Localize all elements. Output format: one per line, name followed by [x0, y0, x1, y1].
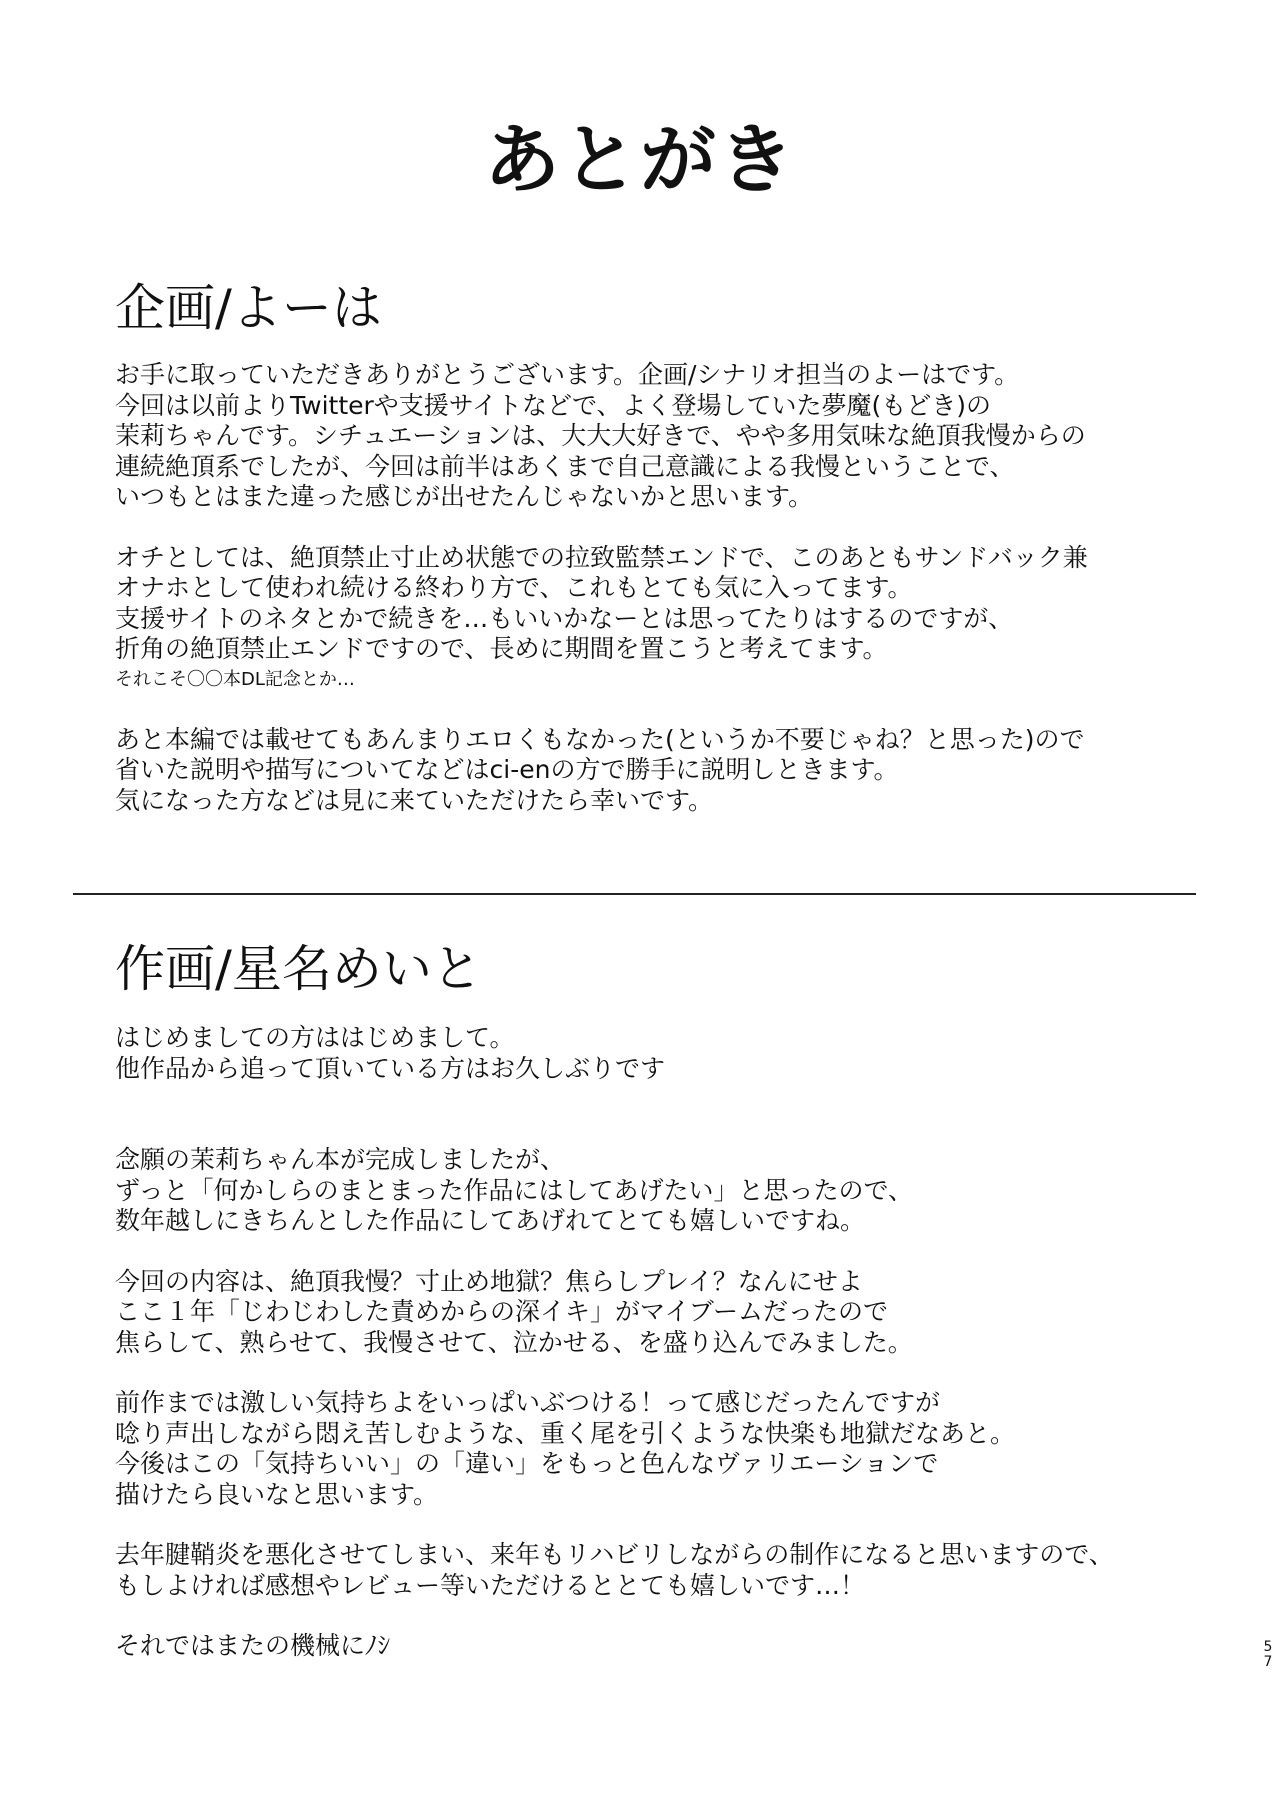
text-line: 気になった方などは見に来ていただけたら幸いです。: [115, 785, 714, 815]
page-number-text: [1263, 1640, 1273, 1670]
text-line: 他作品から追って頂いている方はお久しぶりです: [115, 1053, 666, 1083]
text-line: もしよければ感想やレビュー等いただけるととても嬉しいです…！: [115, 1570, 866, 1600]
section-divider: [73, 893, 1196, 895]
section-body-artwork: [115, 1023, 1195, 1662]
small-note: それこそ〇〇本DL記念とか…: [115, 668, 355, 690]
text-line: 折角の絶頂禁止エンドですので、長めに期間を置こうと考えてます。: [115, 634, 888, 663]
section-body-planning: [115, 360, 1195, 816]
paragraph: [115, 1145, 1195, 1237]
text-line: いつもとはまた違った感じが出せたんじゃないかと思います。: [115, 482, 814, 511]
text-line: 今回は以前よりTwitterや支援サイトなどで、よく登場していた夢魔(もどき)の: [115, 390, 992, 420]
paragraph: [115, 1540, 1195, 1601]
text-line: 省いた説明や描写についてなどはci-enの方で勝手に説明しときます。: [115, 755, 899, 784]
text-line: オチとしては、絶頂禁止寸止め状態での拉致監禁エンドで、このあともサンドバック兼: [115, 542, 1088, 572]
paragraph: [115, 1023, 1195, 1084]
text-line: 焦らして、熟らせて、我慢させて、泣かせる、を盛り込んでみました。: [115, 1327, 913, 1357]
page-number-digit: 5: [1263, 1639, 1273, 1655]
paragraph: [115, 1267, 1195, 1359]
paragraph: [115, 1631, 1195, 1662]
paragraph: [115, 1388, 1195, 1510]
text-line: 今後はこの「気持ちいい」の「違い」をもっと色んなヴァリエーションで: [115, 1449, 939, 1478]
text-line: 描けたら良いなと思います。: [115, 1479, 439, 1509]
text-line: 茉莉ちゃんです。シチュエーションは、大大大好きで、やや多用気味な絶頂我慢からの: [115, 421, 1086, 450]
text-line: それではまたの機械にﾉｼ: [115, 1631, 391, 1660]
paragraph: [115, 725, 1195, 817]
text-line: 数年越しにきちんとした作品にしてあげれてとても嬉しいですね。: [115, 1206, 866, 1235]
text-line: 唸り声出しながら悶え苦しむような、重く尾を引くような快楽も地獄だなあと。: [115, 1418, 1016, 1448]
paragraph: [115, 360, 1195, 513]
text-line: 前作までは激しい気持ちよをいっぱいぶつける！って感じだったんですが: [115, 1388, 941, 1417]
text-line: 去年腱鞘炎を悪化させてしまい、来年もリハビリしながらの制作になると思いますので、: [115, 1540, 1114, 1569]
page-number: [1263, 1640, 1273, 1670]
text-line: 連続絶頂系でしたが、今回は前半はあくまで自己意識による我慢ということで、: [115, 451, 1015, 481]
text-line: お手に取っていただきありがとうございます。企画/シナリオ担当のよーはです。: [115, 360, 1020, 389]
text-line: ここ１年「じわじわした責めからの深イキ」がマイブームだったので: [115, 1297, 889, 1326]
text-line: ずっと「何かしらのまとまった作品にはしてあげたい」と思ったので、: [115, 1175, 914, 1205]
section-heading-artwork: 作画/星名めいと: [115, 940, 482, 998]
text-line: はじめましての方ははじめまして。: [115, 1023, 515, 1052]
page-number-digit: 7: [1263, 1654, 1273, 1670]
page-title: あとがき: [484, 115, 796, 204]
text-line: 支援サイトのネタとかで続きを…もいいかなーとは思ってたりはするのですが、: [115, 603, 1014, 633]
paragraph: [115, 543, 1195, 695]
text-line: 念願の茉莉ちゃん本が完成しましたが、: [115, 1145, 566, 1174]
text-line: 今回の内容は、絶頂我慢？寸止め地獄？焦らしプレイ？なんにせよ: [115, 1266, 863, 1296]
section-heading-planning: 企画/よーは: [115, 279, 382, 337]
text-line: あと本編では載せてもあんまりエロくもなかった(というか不要じゃね？と思った)ので: [115, 724, 1085, 754]
text-line: オナホとして使われ続ける終わり方で、これもとても気に入ってます。: [115, 573, 913, 602]
